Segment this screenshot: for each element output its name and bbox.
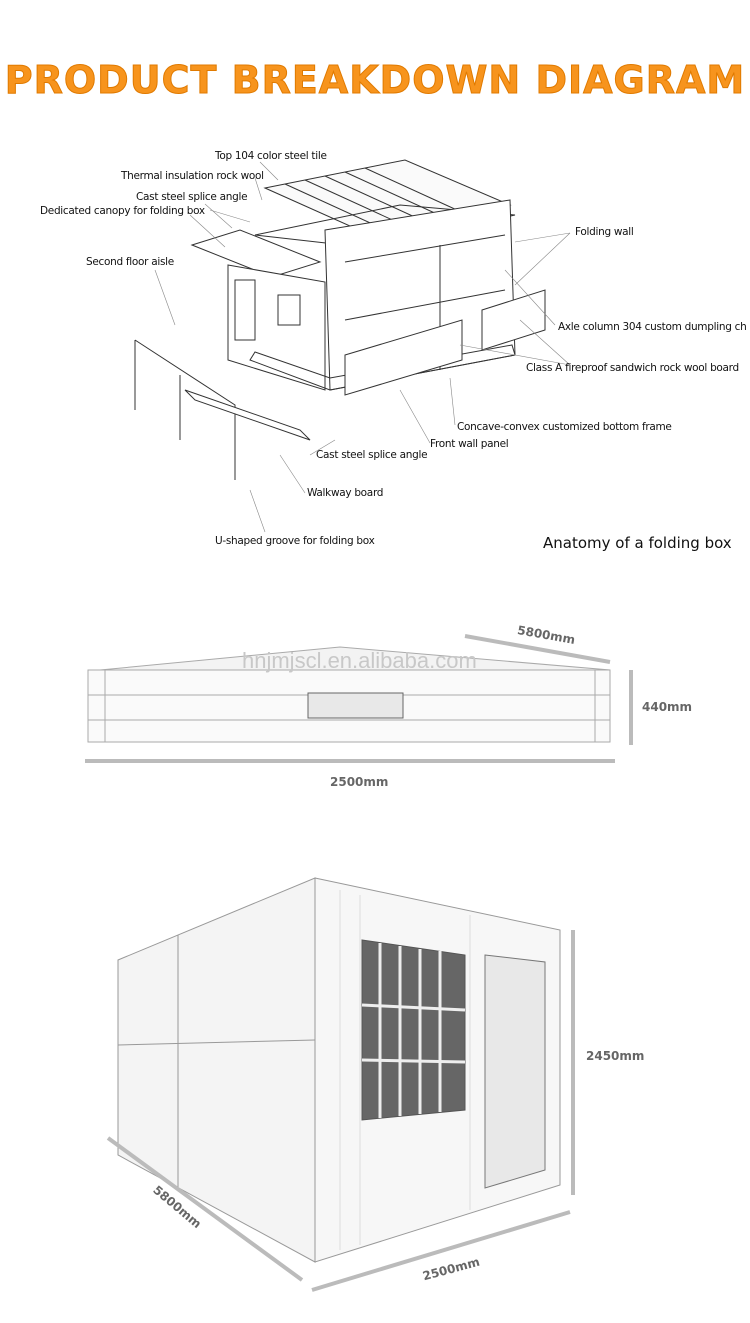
label-u-groove: U-shaped groove for folding box [215,535,375,547]
folded-length-label: 5800mm [516,623,577,647]
watermark: hnjmjscl.en.alibaba.com [242,648,477,673]
page-title: PRODUCT BREAKDOWN DIAGRAM [4,58,746,102]
container-height-label: 2450mm [586,1049,645,1063]
label-walkway-board: Walkway board [307,487,384,499]
folded-height-label: 440mm [642,700,693,714]
container-length-label: 5800mm [150,1182,205,1232]
container-width-label: 2500mm [421,1254,482,1284]
label-cast-steel-angle-top: Cast steel splice angle [136,191,248,203]
label-cast-steel-angle-bottom: Cast steel splice angle [316,449,428,461]
label-canopy: Dedicated canopy for folding box [40,205,205,217]
label-axle-column: Axle column 304 custom dumpling ch [558,321,747,333]
doorway [485,955,545,1188]
label-sandwich-board: Class A fireproof sandwich rock wool board [526,362,739,374]
label-second-floor-aisle: Second floor aisle [86,256,174,268]
diagram-caption: Anatomy of a folding box [543,534,732,552]
label-folding-wall: Folding wall [575,226,634,238]
label-top-tile: Top 104 color steel tile [215,150,327,162]
label-bottom-frame: Concave-convex customized bottom frame [457,421,672,433]
label-rock-wool: Thermal insulation rock wool [121,170,264,182]
folded-width-label: 2500mm [330,775,389,789]
label-front-wall-panel: Front wall panel [430,438,509,450]
window [362,940,465,1120]
